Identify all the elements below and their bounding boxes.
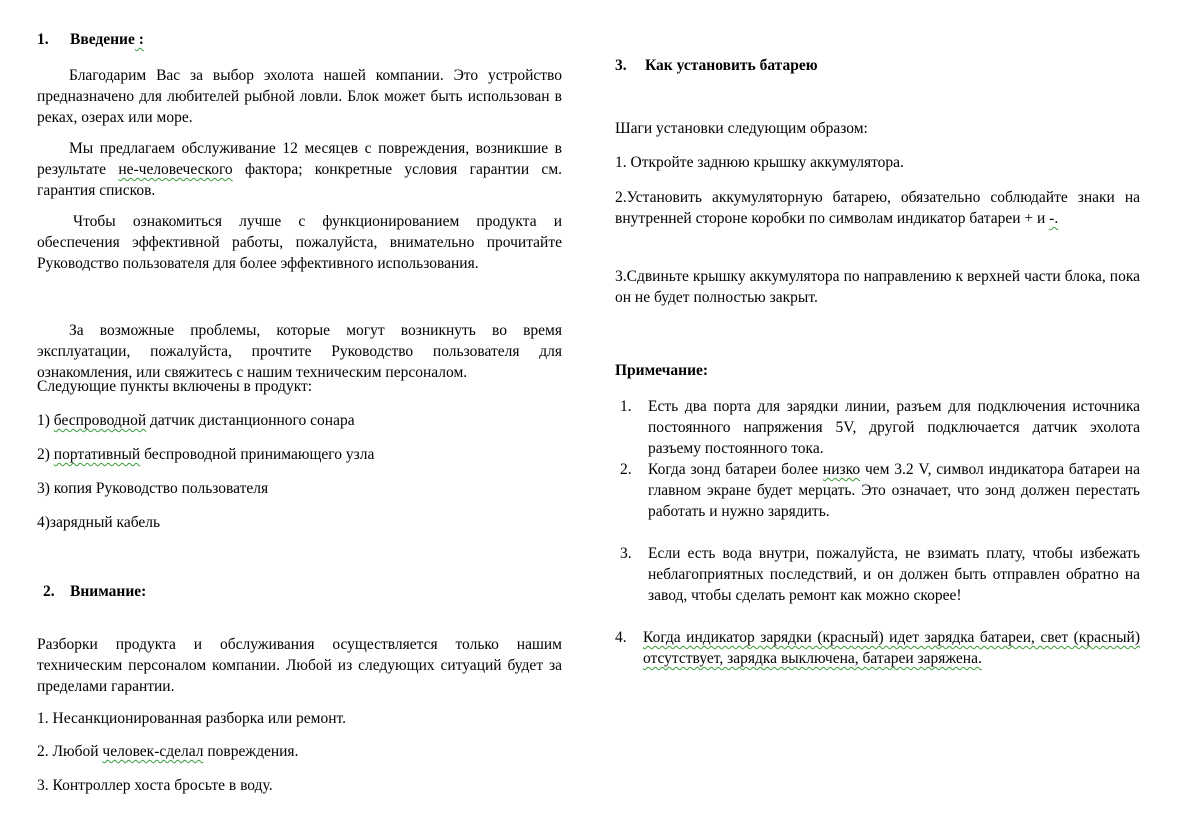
text-marked: Когда индикатор зарядки (красный) идет зарядка батареи, свет (красный) отсутствует, зарядка выключена, батареи заряжена.: [643, 629, 1140, 667]
note-text: Есть два порта для зарядки линии, разъем для подключения источника постоянного напряжения 5V, другой подключается датчик эхолота разъему постоянного тока.: [648, 398, 1140, 457]
section-heading-battery: [615, 55, 1140, 76]
note-number: 2.: [620, 461, 632, 478]
text: беспроводной принимающего узла: [140, 446, 375, 463]
text: 2. Любой: [37, 743, 103, 760]
text-marked: человек-сделал: [102, 743, 204, 760]
included-item: 4)зарядный кабель: [37, 514, 161, 531]
text: чем 3.2 V, символ индикатора батареи на главном экране будет мерцать. Это означает, что зонд должен перестать работать и нужно зарядить.: [648, 461, 1140, 520]
note-number: 4.: [615, 629, 627, 646]
steps-label: Шаги установки следующим образом:: [615, 120, 868, 137]
included-item: [37, 410, 562, 431]
included-item: [37, 444, 562, 465]
heading-number: 2.: [43, 583, 55, 600]
text-marked: портативный: [53, 446, 141, 463]
note-number: 3.: [620, 545, 632, 562]
note-text: [643, 627, 1140, 669]
text: повреждения.: [203, 743, 299, 760]
intro-paragraph-2: [37, 138, 562, 201]
text-marked: низко: [822, 461, 861, 478]
intro-paragraph-3: Чтобы ознакомиться лучше с функционированием продукта и обеспечения эффективной работы, пожалуйста, внимательно прочитайте Руководство пользователя для более эффективного использования.: [37, 213, 562, 272]
step-3: 3.Сдвиньте крышку аккумулятора по направлению к верхней части блока, пока он не будет полностью закрыт.: [615, 268, 1140, 306]
note-number: 1.: [620, 398, 632, 415]
attention-item: [37, 741, 562, 762]
included-item: 3) копия Руководство пользователя: [37, 480, 269, 497]
text-marked: -.: [1049, 210, 1059, 227]
heading-number: 1.: [37, 31, 49, 48]
text: 2): [37, 446, 54, 463]
included-label: Следующие пункты включены в продукт:: [37, 378, 313, 395]
heading-number: 3.: [615, 57, 627, 74]
attention-paragraph: Разборки продукта и обслуживания осуществляется только нашим техническим персоналом компании. Любой из следующих ситуаций будет за пределами гарантии.: [37, 636, 562, 695]
heading-title: Как установить батарею: [645, 57, 818, 74]
section-heading-attention: [43, 581, 146, 602]
section-heading-intro: [37, 29, 562, 50]
text: фактора; конкретные условия гарантии см. гарантия списков.: [37, 161, 562, 199]
text-marked: беспроводной: [53, 412, 147, 429]
text: 2.Установить аккумуляторную батарею, обязательно соблюдайте знаки на внутренней стороне коробки по символам индикатор батареи + и: [615, 189, 1140, 227]
step-2: [615, 187, 1140, 229]
heading-suffix: :: [134, 31, 144, 48]
note-text: [648, 459, 1140, 522]
text: 1): [37, 412, 54, 429]
attention-item: 3. Контроллер хоста бросьте в воду.: [37, 777, 273, 794]
heading-title: Введение: [70, 31, 135, 48]
text-marked: не-человеческого: [118, 161, 233, 178]
intro-paragraph-4: За возможные проблемы, которые могут возникнуть во время эксплуатации, пожалуйста, прочтите Руководство пользователя для ознакомления, или свяжитесь с нашим техническим персоналом.: [37, 322, 562, 381]
note-heading: Примечание:: [615, 362, 709, 379]
attention-item: 1. Несанкционированная разборка или ремонт.: [37, 710, 346, 727]
heading-title: Внимание:: [70, 583, 147, 600]
text: Когда зонд батареи более: [648, 461, 823, 478]
note-text: Если есть вода внутри, пожалуйста, не взимать плату, чтобы избежать неблагоприятных последствий, и он должен быть отправлен обратно на завод, чтобы сделать ремонт как можно скорее!: [648, 545, 1140, 604]
intro-paragraph-1: Благодарим Вас за выбор эхолота нашей компании. Это устройство предназначено для любителей рыбной ловли. Блок может быть использован в реках, озерах или море.: [37, 67, 562, 126]
text: Мы предлагаем обслуживание 12 месяцев с повреждения, возникшие в результате: [37, 140, 562, 178]
step-1: 1. Откройте заднюю крышку аккумулятора.: [615, 154, 904, 171]
text: датчик дистанционного сонара: [146, 412, 355, 429]
